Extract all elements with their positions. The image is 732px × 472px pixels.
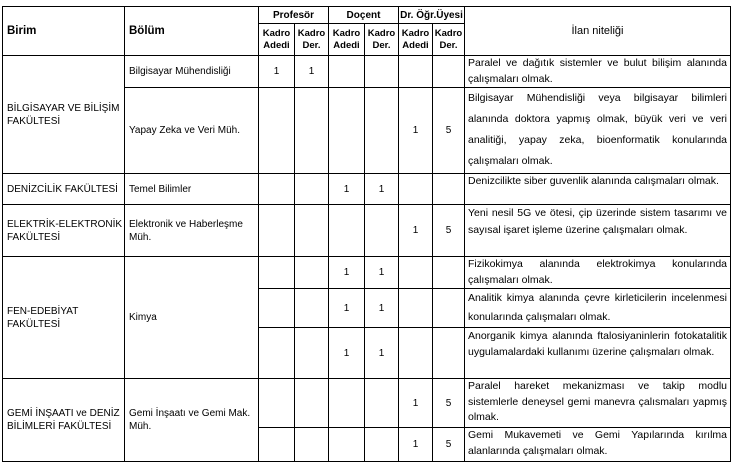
header-doc-kadro-adedi: Kadro Adedi: [329, 24, 365, 56]
header-dr-kadro-adedi: Kadro Adedi: [399, 24, 433, 56]
prof-der-cell: [295, 289, 329, 328]
prof-adet-cell: [259, 257, 295, 289]
prof-adet-cell: [259, 88, 295, 174]
birim-cell: BİLGİSAYAR VE BİLİŞİM FAKÜLTESİ: [3, 56, 125, 174]
prof-adet-cell: [259, 379, 295, 428]
prof-der-cell: [295, 379, 329, 428]
bolum-cell: Gemi İnşaatı ve Gemi Mak. Müh.: [125, 379, 259, 462]
table-row: [3, 174, 731, 205]
birim-cell: GEMİ İNŞAATI ve DENİZ BİLİMLERİ FAKÜLTESİ: [3, 379, 125, 462]
dr-adet-cell: 1: [399, 205, 433, 257]
header-prof-kadro-adedi: Kadro Adedi: [259, 24, 295, 56]
bolum-cell: Bilgisayar Mühendisliği: [125, 56, 259, 88]
doc-der-cell: 1: [365, 257, 399, 289]
birim-cell: FEN-EDEBİYAT FAKÜLTESİ: [3, 257, 125, 379]
ilan-cell: Anorganik kimya alanında ftalosiyaninlerin fotokatalitik uygulamalardaki kullanımı üzerine çalışmaları olmak.: [465, 328, 731, 379]
ilan-cell: Gemi Mukavemeti ve Gemi Yapılarında kırılma alanlarında çalışmaları olmak.: [465, 428, 731, 462]
dr-adet-cell: [399, 328, 433, 379]
prof-der-cell: [295, 257, 329, 289]
dr-adet-cell: 1: [399, 379, 433, 428]
prof-der-cell: [295, 174, 329, 205]
dr-der-cell: 5: [433, 88, 465, 174]
doc-der-cell: [365, 205, 399, 257]
dr-der-cell: [433, 174, 465, 205]
doc-adet-cell: [329, 428, 365, 462]
prof-adet-cell: [259, 205, 295, 257]
prof-adet-cell: [259, 328, 295, 379]
prof-adet-cell: 1: [259, 56, 295, 88]
header-ilan-niteligi: İlan niteliği: [465, 7, 731, 56]
doc-der-cell: [365, 56, 399, 88]
doc-adet-cell: [329, 88, 365, 174]
doc-der-cell: 1: [365, 289, 399, 328]
dr-adet-cell: 1: [399, 88, 433, 174]
doc-adet-cell: [329, 56, 365, 88]
header-doc-kadro-der: Kadro Der.: [365, 24, 399, 56]
dr-adet-cell: [399, 289, 433, 328]
doc-der-cell: [365, 379, 399, 428]
header-bolum: Bölüm: [125, 7, 259, 56]
dr-der-cell: [433, 257, 465, 289]
header-dr-ogr-uyesi: Dr. Öğr.Üyesi: [399, 7, 465, 24]
birim-cell: DENİZCİLİK FAKÜLTESİ: [3, 174, 125, 205]
header-birim: Birim: [3, 7, 125, 56]
dr-der-cell: [433, 56, 465, 88]
header-dr-kadro-der: Kadro Der.: [433, 24, 465, 56]
prof-der-cell: [295, 205, 329, 257]
bolum-cell: Yapay Zeka ve Veri Müh.: [125, 88, 259, 174]
dr-adet-cell: [399, 174, 433, 205]
prof-adet-cell: [259, 289, 295, 328]
header-profesor: Profesör: [259, 7, 329, 24]
doc-adet-cell: [329, 379, 365, 428]
table-row: [3, 205, 731, 257]
table-row: [3, 257, 731, 289]
bolum-cell: Temel Bilimler: [125, 174, 259, 205]
table-row: [3, 379, 731, 428]
doc-adet-cell: [329, 205, 365, 257]
prof-adet-cell: [259, 428, 295, 462]
doc-der-cell: [365, 88, 399, 174]
dr-der-cell: [433, 289, 465, 328]
vacancy-table: [2, 6, 731, 462]
doc-der-cell: [365, 428, 399, 462]
dr-der-cell: 5: [433, 379, 465, 428]
dr-der-cell: 5: [433, 428, 465, 462]
dr-der-cell: [433, 328, 465, 379]
doc-adet-cell: 1: [329, 328, 365, 379]
dr-adet-cell: 1: [399, 428, 433, 462]
prof-der-cell: 1: [295, 56, 329, 88]
birim-cell: ELEKTRİK-ELEKTRONİK FAKÜLTESİ: [3, 205, 125, 257]
prof-der-cell: [295, 428, 329, 462]
ilan-cell: Denizcilikte siber guvenlik alanında calışmaları olmak.: [465, 174, 731, 205]
header-docent: Doçent: [329, 7, 399, 24]
dr-adet-cell: [399, 56, 433, 88]
dr-der-cell: 5: [433, 205, 465, 257]
prof-adet-cell: [259, 174, 295, 205]
ilan-cell: Bilgisayar Mühendisliği veya bilgisayar bilimleri alanında doktora yapmış olmak, büyük veri ve veri analitiği, yapay zeka, bioenformatik konularında çalışmaları olmak.: [465, 88, 731, 174]
prof-der-cell: [295, 328, 329, 379]
ilan-cell: Paralel ve dağıtık sistemler ve bulut bilişim alanında çalışmaları olmak.: [465, 56, 731, 88]
header-prof-kadro-der: Kadro Der.: [295, 24, 329, 56]
doc-adet-cell: 1: [329, 174, 365, 205]
doc-adet-cell: 1: [329, 289, 365, 328]
prof-der-cell: [295, 88, 329, 174]
ilan-cell: Yeni nesil 5G ve ötesi, çip üzerinde sistem tasarımı ve sayısal işaret işleme üzerine çalışmaları olmak.: [465, 205, 731, 257]
ilan-cell: Fizikokimya alanında elektrokimya konularında çalışmaları olmak.: [465, 257, 731, 289]
ilan-cell: Paralel hareket mekanizması ve takip modlu sistemlerle deneysel gemi manevra çalısmaları yapmış olmak.: [465, 379, 731, 428]
bolum-cell: Kimya: [125, 257, 259, 379]
doc-adet-cell: 1: [329, 257, 365, 289]
doc-der-cell: 1: [365, 328, 399, 379]
bolum-cell: Elektronik ve Haberleşme Müh.: [125, 205, 259, 257]
ilan-cell: Analitik kimya alanında çevre kirleticilerin incelenmesi konularında çalışmaları olmak.: [465, 289, 731, 328]
header-row-1: [3, 7, 731, 24]
doc-der-cell: 1: [365, 174, 399, 205]
table-row: [3, 56, 731, 88]
dr-adet-cell: [399, 257, 433, 289]
